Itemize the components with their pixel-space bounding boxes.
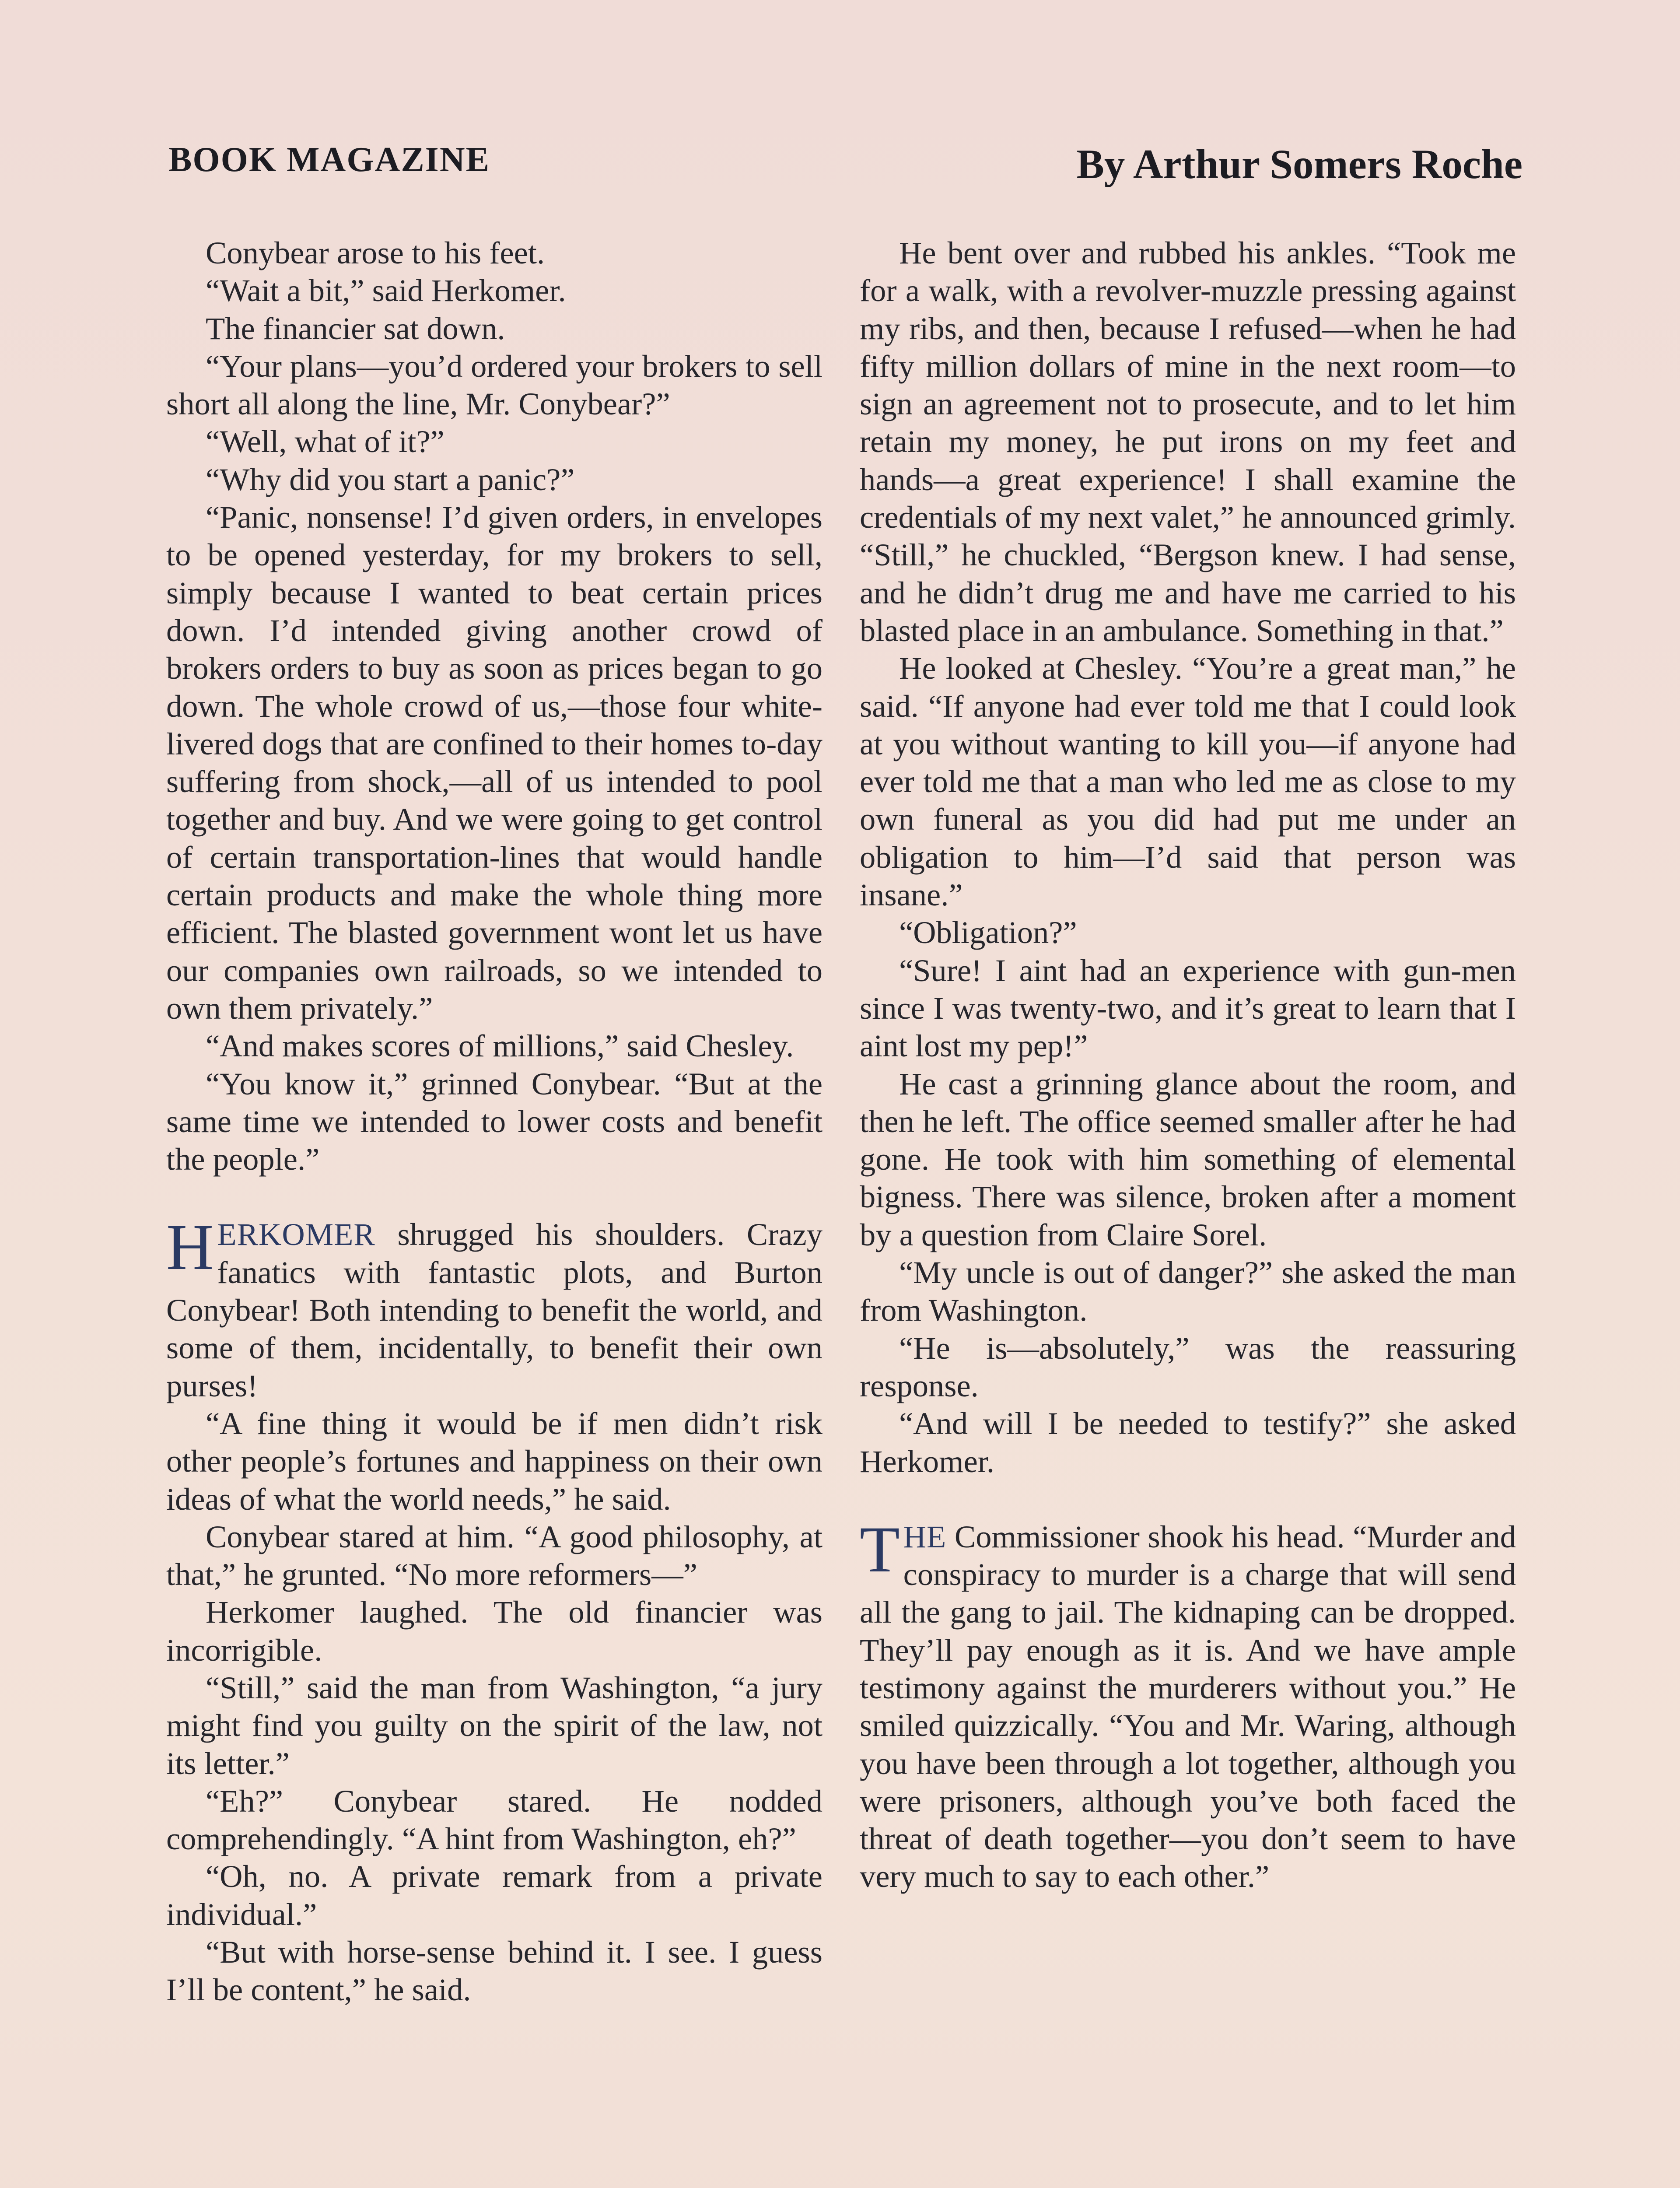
paragraph-text: Commissioner shook his head. “Murder and conspiracy to murder is a charge that will send all the gang to jail. The kidnaping can be dropped. They’ll pay enough as it is. And we have ample testimony against the murderers without you.” He smiled quizzically. “You and Mr. Waring, although you have been through a lot together, although you were prisoners, although you’ve both faced the threat of death together—you don’t seem to have very much to say to each other.”	[860, 1518, 1516, 1894]
paragraph: “Well, what of it?”	[206, 424, 444, 459]
section-opening-paragraph	[860, 1513, 1516, 1896]
paragraph: “A fine thing it would be if men didn’t risk other people’s fortunes and happiness on their own ideas of what the world needs,” he said.	[166, 1405, 822, 1517]
paragraph: “Your plans—you’d ordered your brokers to sell short all along the line, Mr. Conybear?”	[166, 348, 822, 422]
section-opening-paragraph	[166, 1211, 822, 1404]
paragraph: “Sure! I aint had an experience with gun-men since I was twenty-two, and it’s great to learn that I aint lost my pep!”	[860, 952, 1516, 1064]
paragraph: “And makes scores of millions,” said Chesley.	[206, 1028, 794, 1064]
paragraph: “But with horse-sense behind it. I see. I guess I’ll be content,” he said.	[166, 1934, 822, 2008]
paragraph-text: shrugged his shoulders. Crazy fanatics with fantastic plots, and Burton Conybear! Both intending to benefit the world, and some of them, incidentally, to benefit their own purses!	[166, 1217, 822, 1403]
drop-cap: T	[860, 1513, 900, 1586]
left-text-column	[166, 234, 822, 2009]
paragraph: “Still,” said the man from Washington, “a jury might find you guilty on the spirit of the law, not its letter.”	[166, 1669, 822, 1781]
running-header-author: By Arthur Somers Roche	[1076, 141, 1522, 187]
paragraph: Conybear arose to his feet.	[206, 235, 545, 270]
paragraph: “You know it,” grinned Conybear. “But at the same time we intended to lower costs and benefit the people.”	[166, 1066, 822, 1177]
paragraph: “Obligation?”	[899, 915, 1077, 950]
paragraph: The financier sat down.	[206, 310, 505, 346]
paragraph: “Oh, no. A private remark from a private individual.”	[166, 1858, 822, 1932]
paragraph: “Wait a bit,” said Herkomer.	[206, 273, 566, 309]
lead-in-word: ERKOMER	[217, 1217, 375, 1252]
paragraph: “Why did you start a panic?”	[206, 461, 575, 497]
drop-cap: H	[166, 1211, 214, 1284]
paragraph: Herkomer laughed. The old financier was incorrigible.	[166, 1594, 822, 1668]
right-text-column	[860, 234, 1516, 1896]
paragraph: He bent over and rubbed his ankles. “Took me for a walk, with a revolver-muzzle pressing against my ribs, and then, because I refused—when he had fifty million dollars of mine in the next room—to sign an agreement not to prosecute, and to let him retain my money, he put irons on my feet and hands—a great experience! I shall examine the credentials of my next valet,” he announced grimly. “Still,” he chuckled, “Bergson knew. I had sense, and he didn’t drug me and have me carried to his blasted place in an ambulance. Something in that.”	[860, 235, 1516, 648]
running-header-magazine: BOOK MAGAZINE	[168, 140, 490, 179]
paragraph: “Eh?” Conybear stared. He nodded comprehendingly. “A hint from Washington, eh?”	[166, 1783, 822, 1857]
paragraph: “My uncle is out of danger?” she asked the man from Washington.	[860, 1255, 1516, 1328]
paragraph: “And will I be needed to testify?” she asked Herkomer.	[860, 1406, 1516, 1479]
paragraph: “He is—absolutely,” was the reassuring response.	[860, 1330, 1516, 1403]
paragraph: Conybear stared at him. “A good philosophy, at that,” he grunted. “No more reformers—”	[166, 1518, 822, 1592]
lead-in-word: HE	[903, 1518, 947, 1554]
paragraph: He cast a grinning glance about the room, and then he left. The office seemed smaller after he had gone. He took with him something of elemental bigness. There was silence, broken after a moment by a question from Claire Sorel.	[860, 1066, 1516, 1252]
paragraph: “Panic, nonsense! I’d given orders, in envelopes to be opened yesterday, for my brokers to sell, simply because I wanted to beat certain prices down. I’d intended giving another crowd of brokers orders to buy as soon as prices began to go down. The whole crowd of us,—those four white-livered dogs that are confined to their homes to-day suffering from shock,—all of us intended to pool together and buy. And we were going to get control of certain transportation-lines that would handle certain products and make the whole thing more efficient. The blasted government wont let us have our companies own railroads, so we intended to own them privately.”	[166, 499, 822, 1026]
paragraph: He looked at Chesley. “You’re a great man,” he said. “If anyone had ever told me that I could look at you without wanting to kill you—if anyone had ever told me that a man who led me as close to my own funeral as you did had put me under an obligation to him—I’d said that person was insane.”	[860, 650, 1516, 913]
